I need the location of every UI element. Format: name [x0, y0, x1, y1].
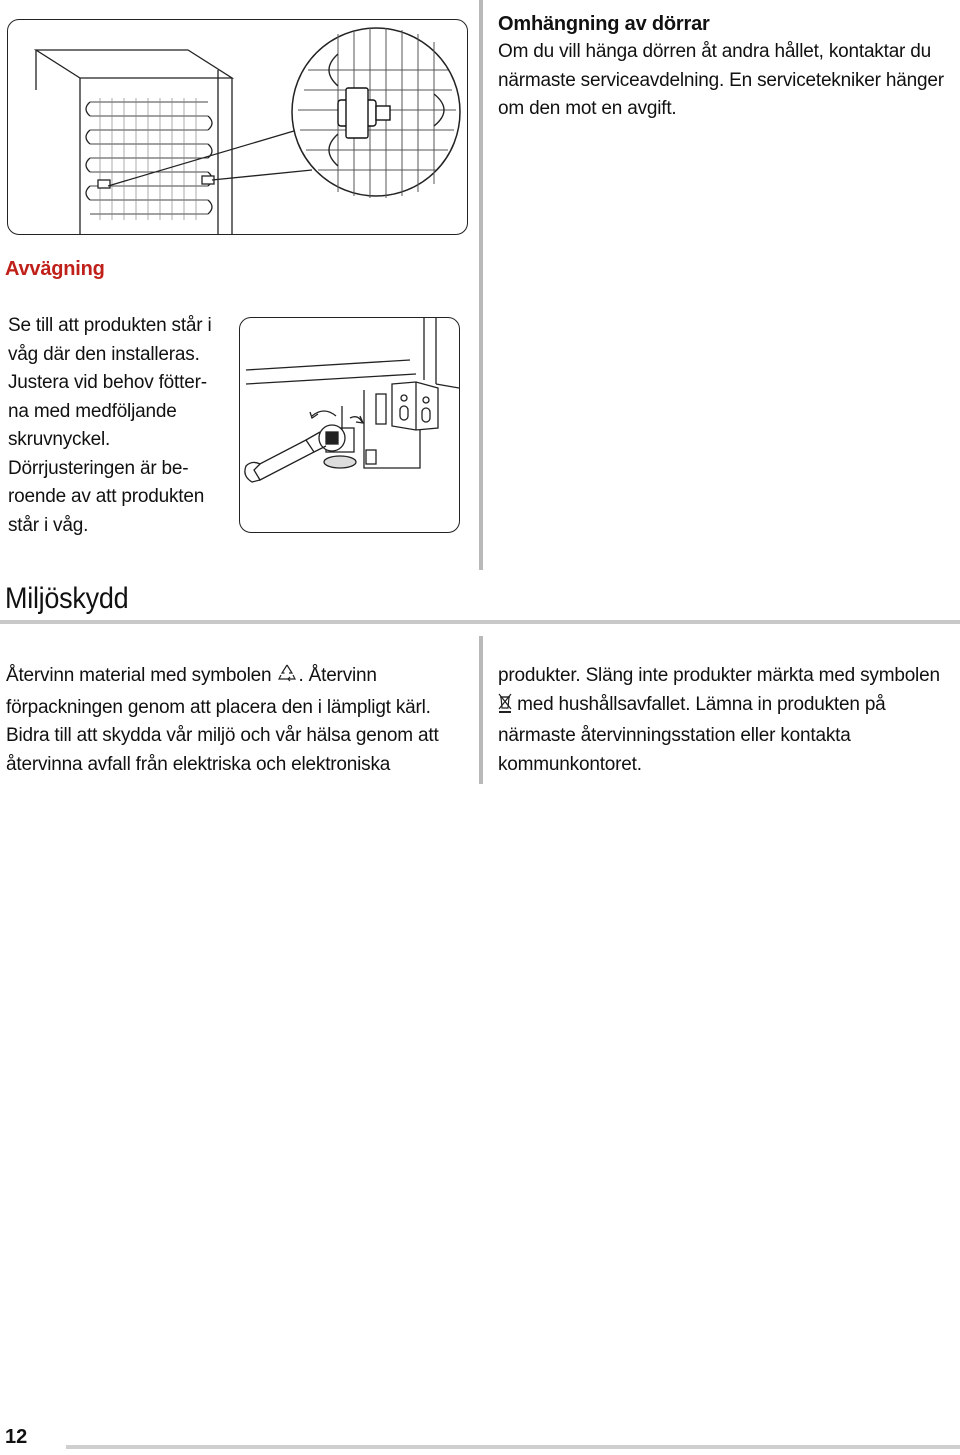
levelling-foot-illustration: [239, 317, 460, 533]
environment-right-column: [498, 662, 958, 779]
levelling-line-7: roende av att produkten: [8, 486, 205, 507]
levelling-line-6: Dörrjusteringen är be-: [8, 457, 189, 479]
environment-left-line-3: Bidra till att skydda vår miljö och vår hälsa genom att: [6, 725, 439, 746]
environment-right-line-2: [498, 691, 958, 723]
crossed-out-bin-icon: [498, 693, 512, 723]
door-reversal-line-2: närmaste serviceavdelning. En servicetekniker hänger: [498, 69, 944, 91]
environment-left-line-1: [6, 662, 471, 694]
levelling-line-2: våg där den installeras.: [8, 343, 200, 365]
levelling-text: [8, 312, 233, 540]
environment-left-line-1-start: Återvinn material med symbolen: [6, 665, 272, 686]
door-reversal-line-3: om den mot en avgift.: [498, 98, 677, 119]
door-hinge-illustration: [7, 19, 468, 235]
levelling-line-3: Justera vid behov fötter-: [8, 372, 207, 393]
page-number: 12: [5, 1426, 28, 1448]
door-reversal-section: [498, 10, 958, 124]
wrench-drawing: [240, 318, 459, 532]
environment-right-line-2-text: med hushållsavfallet. Lämna in produkten på: [512, 693, 886, 715]
environment-left-column: [6, 662, 471, 779]
environment-right-line-1: produkter. Släng inte produkter märkta med symbolen: [498, 665, 940, 686]
environment-left-line-4: återvinna avfall från elektriska och elektroniska: [6, 753, 391, 775]
levelling-line-5: skruvnyckel.: [8, 429, 111, 450]
section-rule: [0, 620, 960, 624]
door-reversal-line-1: Om du vill hänga dörren åt andra hållet, kontaktar du: [498, 41, 931, 62]
levelling-line-8: står i våg.: [8, 514, 89, 536]
hinge-drawing: [8, 20, 467, 234]
environment-right-line-4: kommunkontoret.: [498, 753, 642, 775]
levelling-line-4: na med medföljande: [8, 400, 177, 422]
environment-left-line-2: förpackningen genom att placera den i lämpligt kärl.: [6, 696, 431, 718]
levelling-heading: Avvägning: [5, 258, 105, 280]
environment-title: Miljöskydd: [5, 582, 129, 615]
environment-right-line-3: närmaste återvinningsstation eller kontakta: [498, 725, 851, 746]
column-divider-top: [479, 0, 483, 570]
footer-rule: [66, 1445, 960, 1449]
environment-left-line-1-end: . Återvinn: [298, 665, 377, 686]
recycle-icon: [276, 662, 298, 694]
column-divider-bottom: [479, 636, 483, 784]
levelling-line-1: Se till att produkten står i: [8, 315, 212, 336]
door-reversal-heading: Omhängning av dörrar: [498, 13, 710, 35]
